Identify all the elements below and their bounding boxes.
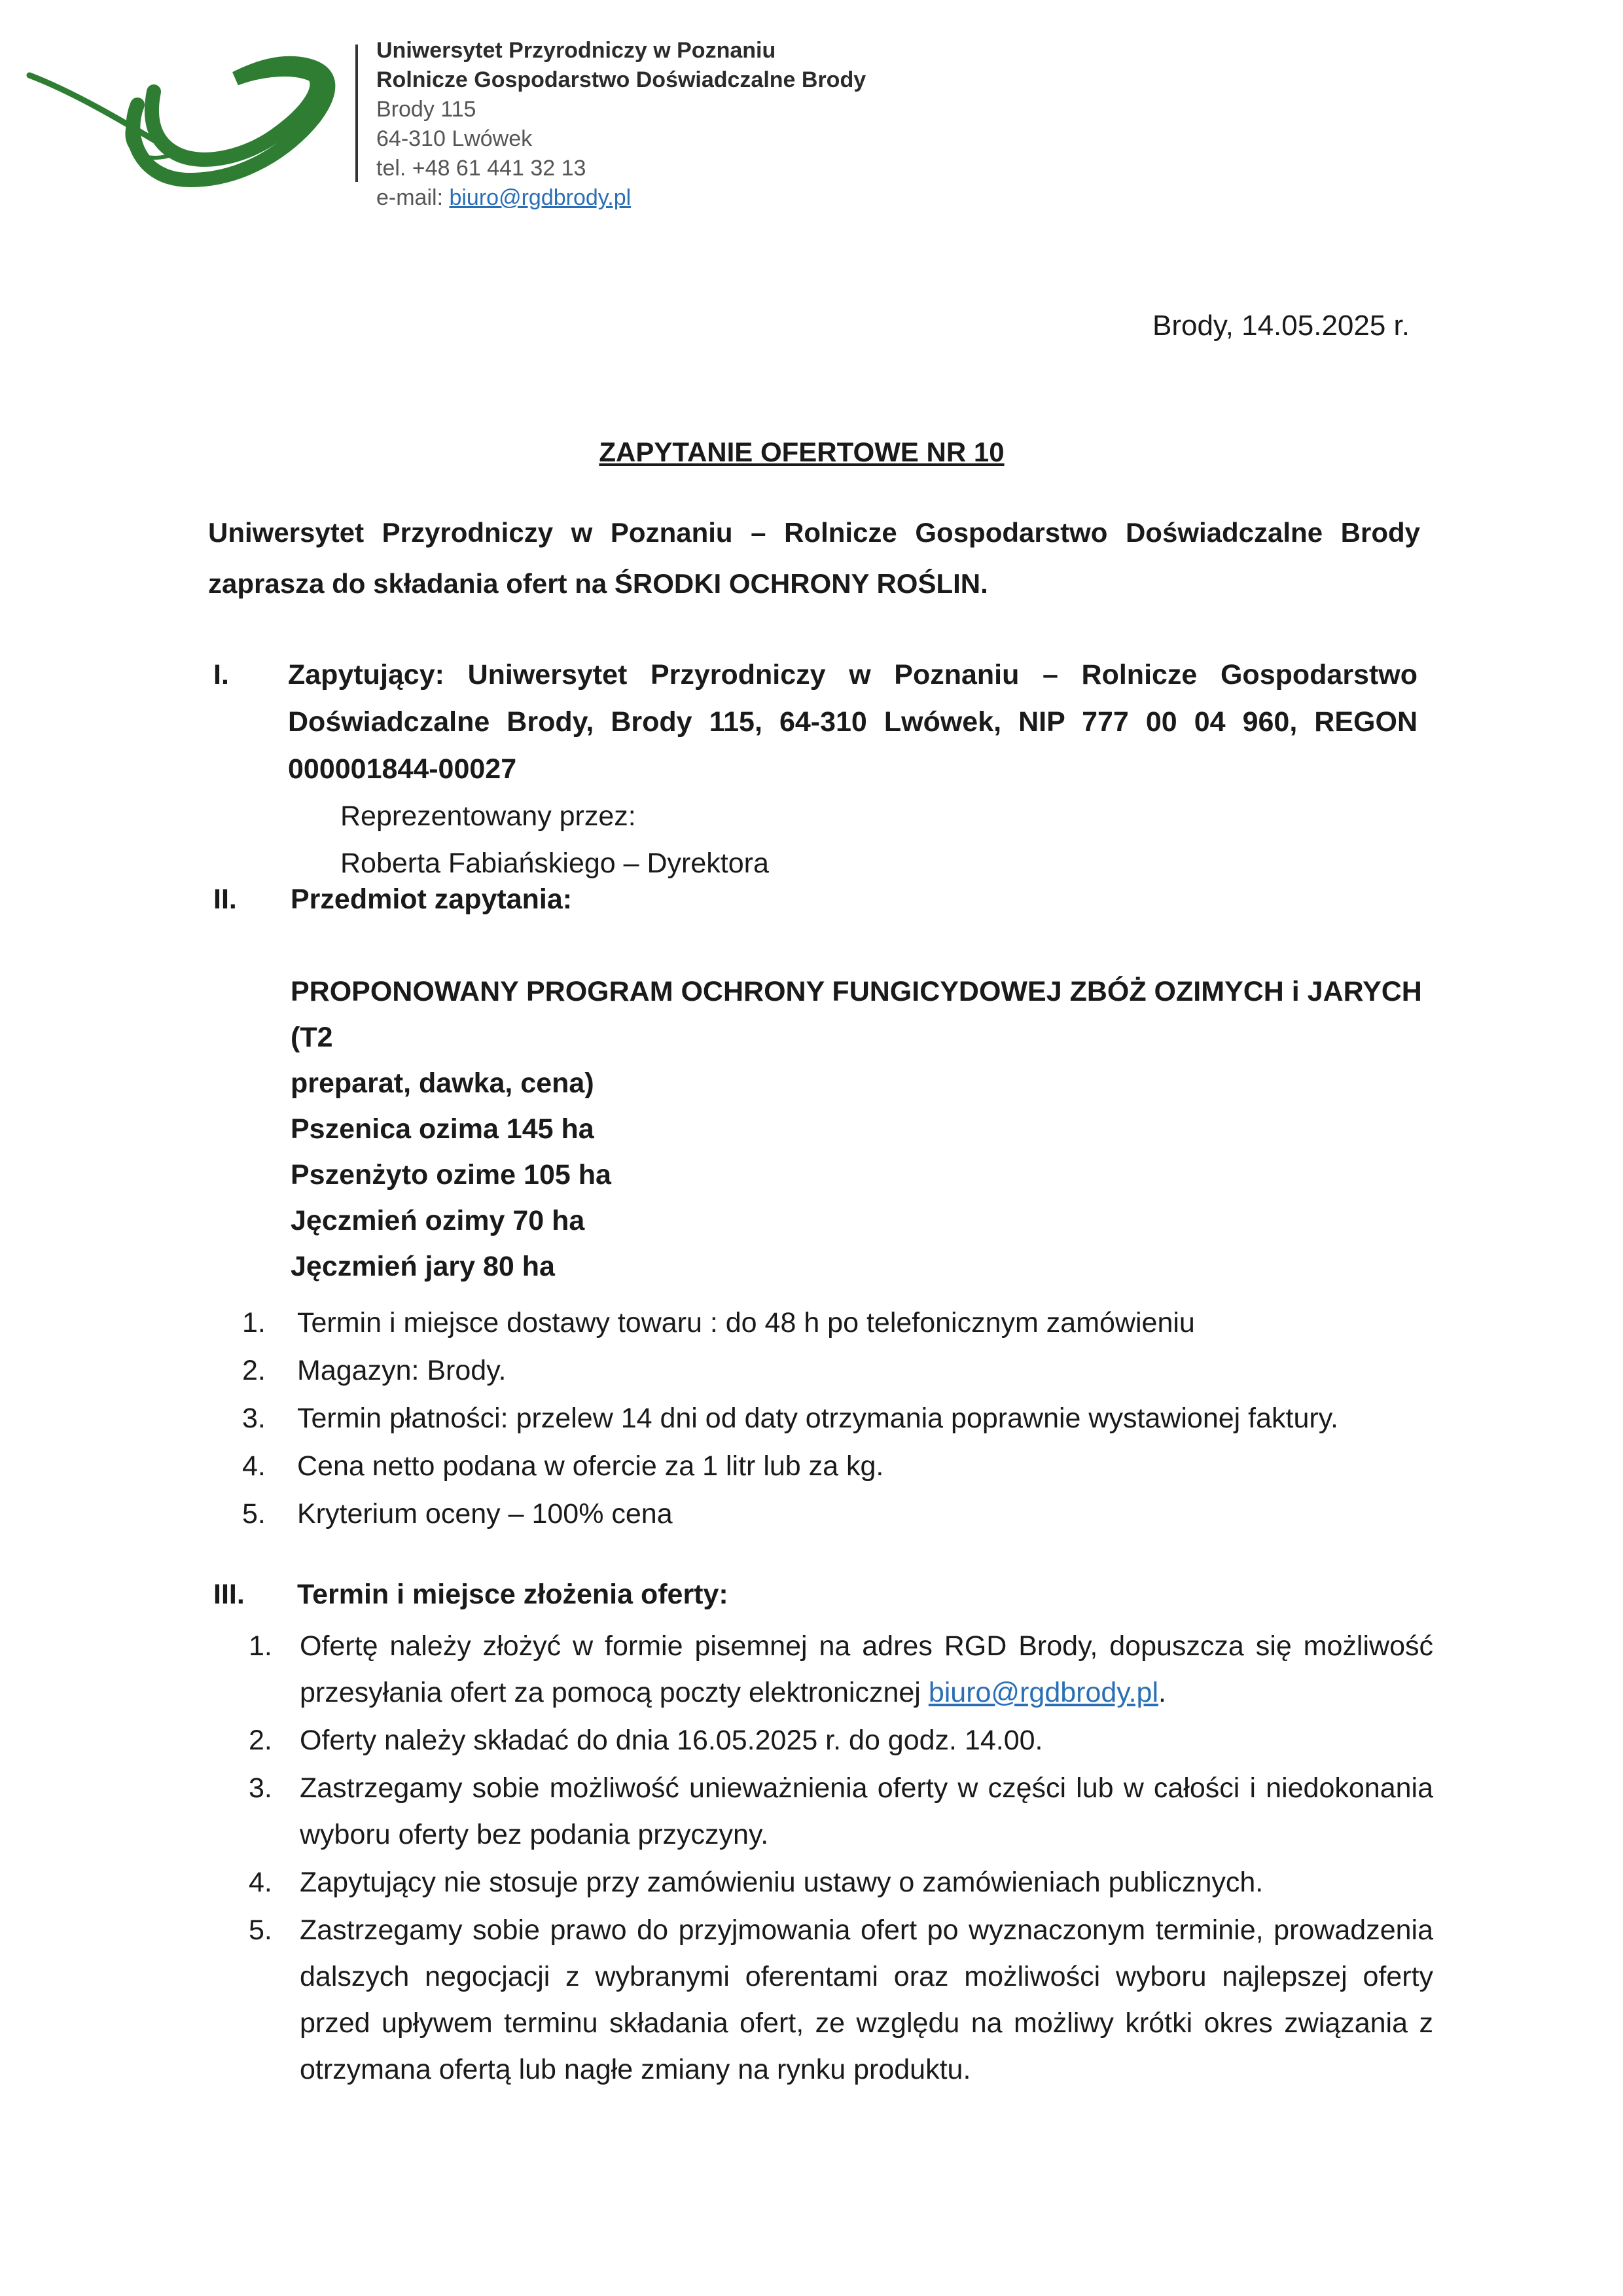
program-line-2: preparat, dawka, cena) <box>291 1067 594 1099</box>
represented-label: Reprezentowany przez: <box>340 800 636 832</box>
list-item <box>249 1859 1433 1906</box>
program-line-1: PROPONOWANY PROGRAM OCHRONY FUNGICYDOWEJ ZBÓŻ OZIMYCH i JARYCH (T2 <box>291 976 1422 1053</box>
list-item <box>242 1347 1440 1395</box>
email-link[interactable]: biuro@rgdbrody.pl <box>928 1677 1159 1708</box>
list-text: Zapytujący nie stosuje przy zamówieniu ustawy o zamówieniach publicznych. <box>300 1867 1264 1898</box>
list-number: 1. <box>242 1307 266 1338</box>
list-number: 2. <box>249 1725 272 1756</box>
section-2-title: Przedmiot zapytania: <box>291 884 573 915</box>
letterhead <box>376 36 866 213</box>
section-3-list <box>249 1623 1433 2094</box>
crop-item: Jęczmień ozimy 70 ha <box>291 1205 585 1236</box>
list-number: 4. <box>242 1450 266 1482</box>
list-text: Termin płatności: przelew 14 dni od daty otrzymania poprawnie wystawionej faktury. <box>297 1403 1338 1434</box>
list-number: 5. <box>242 1498 266 1530</box>
email-line <box>376 183 866 213</box>
phone: tel. +48 61 441 32 13 <box>376 156 586 181</box>
document-title: ZAPYTANIE OFERTOWE NR 10 <box>599 437 1005 467</box>
crop-item: Pszenica ozima 145 ha <box>291 1113 594 1145</box>
list-text: Magazyn: Brody. <box>297 1355 507 1386</box>
represented-by: Roberta Fabiańskiego – Dyrektora <box>340 848 769 879</box>
document-date: Brody, 14.05.2025 r. <box>1152 310 1410 342</box>
list-number: 1. <box>249 1630 272 1662</box>
section-1-text: Zapytujący: Uniwersytet Przyrodniczy w Poznaniu – Rolnicze Gospodarstwo Doświadczalne Brody, Brody 115, 64-310 Lwówek, NIP 777 00 04 960, REGON 000001844-00027 <box>288 659 1418 785</box>
section-1-numeral: I. <box>213 659 229 691</box>
list-item <box>242 1443 1440 1490</box>
email-link[interactable]: biuro@rgdbrody.pl <box>449 185 632 210</box>
list-text: Kryterium oceny – 100% cena <box>297 1498 673 1530</box>
list-item <box>249 1623 1433 1716</box>
list-item <box>242 1299 1440 1347</box>
list-number: 5. <box>249 1914 272 1946</box>
university-logo <box>26 39 340 196</box>
list-text-end: . <box>1158 1677 1166 1708</box>
list-number: 3. <box>249 1772 272 1804</box>
unit-name: Rolnicze Gospodarstwo Doświadczalne Brody <box>376 67 866 92</box>
crop-item: Pszenżyto ozime 105 ha <box>291 1159 611 1191</box>
crop-item: Jęczmień jary 80 ha <box>291 1251 555 1282</box>
list-number: 4. <box>249 1867 272 1898</box>
section-1 <box>213 651 1418 887</box>
section-3-heading <box>213 1579 728 1611</box>
program-block <box>291 969 1442 1289</box>
list-item <box>249 1907 1433 2093</box>
section-3-title: Termin i miejsce złożenia oferty: <box>297 1579 728 1610</box>
intro-paragraph: Uniwersytet Przyrodniczy w Poznaniu – Rolnicze Gospodarstwo Doświadczalne Brody zaprasza do składania ofert na ŚRODKI OCHRONY ROŚLIN. <box>208 517 1420 599</box>
address-city: 64-310 Lwówek <box>376 126 533 151</box>
list-item <box>242 1490 1440 1538</box>
section-3-numeral: III. <box>213 1579 245 1610</box>
list-text: Oferty należy składać do dnia 16.05.2025 r. do godz. 14.00. <box>300 1725 1043 1756</box>
list-item <box>249 1717 1433 1764</box>
email-label: e-mail: <box>376 185 450 210</box>
university-name: Uniwersytet Przyrodniczy w Poznaniu <box>376 38 776 63</box>
list-text: Cena netto podana w ofercie za 1 litr lub za kg. <box>297 1450 884 1482</box>
list-text: Ofertę należy złożyć w formie pisemnej na adres RGD Brody, dopuszcza się możliwość przesyłania ofert za pomocą poczty elektronicznej <box>300 1630 1433 1708</box>
list-text: Termin i miejsce dostawy towaru : do 48 h po telefonicznym zamówieniu <box>297 1307 1195 1338</box>
list-number: 2. <box>242 1355 266 1386</box>
list-text: Zastrzegamy sobie możliwość unieważnienia oferty w części lub w całości i niedokonania wyboru oferty bez podania przyczyny. <box>300 1772 1433 1850</box>
list-number: 3. <box>242 1403 266 1434</box>
header-divider <box>355 45 358 182</box>
list-text: Zastrzegamy sobie prawo do przyjmowania ofert po wyznaczonym terminie, prowadzenia dalszych negocjacji z wybranymi oferentami oraz możliwości wyboru najlepszej oferty przed upływem terminu składania ofert, ze względu na możliwy krótki okres związania z otrzymana ofertą lub nagłe zmiany na rynku produktu. <box>300 1914 1433 2085</box>
section-2-numeral: II. <box>213 884 237 915</box>
section-2-list <box>242 1299 1440 1538</box>
address-street: Brody 115 <box>376 97 476 122</box>
section-2-heading <box>213 884 573 916</box>
list-item <box>242 1395 1440 1443</box>
list-item <box>249 1765 1433 1858</box>
